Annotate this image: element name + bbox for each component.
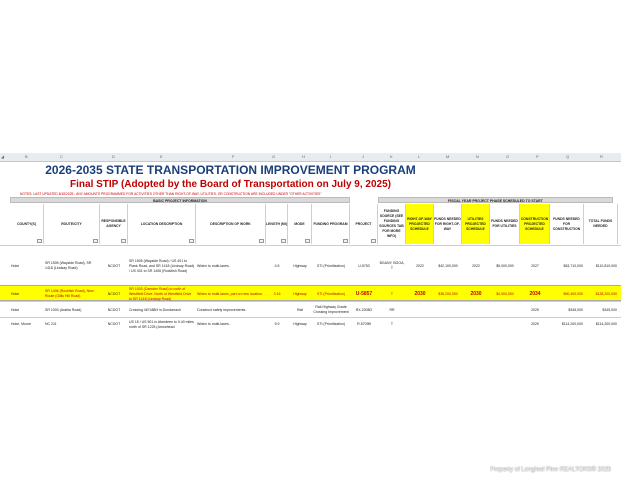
cell-total-funds[interactable]: $114,200,000: [595, 322, 617, 326]
column-letter[interactable]: P: [536, 154, 539, 159]
header-county[interactable]: COUNTY(S): [10, 204, 44, 244]
cell-funding-source[interactable]: BGANY, BGOA, T: [379, 261, 405, 270]
table-row[interactable]: [0, 301, 621, 317]
cell-work[interactable]: Construct safety improvements.: [197, 307, 247, 312]
sheet-title: 2026-2035 STATE TRANSPORTATION IMPROVEMENT PROGRAM: [45, 163, 416, 177]
cell-row-funds[interactable]: $42,100,000: [438, 263, 458, 268]
cell-mode[interactable]: Highway: [293, 322, 307, 326]
cell-program[interactable]: STI (Prioritization): [316, 291, 345, 296]
cell-work[interactable]: Widen to multi-lanes.: [197, 322, 230, 326]
filter-button[interactable]: [343, 239, 348, 243]
cell-work[interactable]: Widen to multi-lanes, part on new location.: [197, 291, 263, 296]
header-program[interactable]: FUNDING PROGRAM: [312, 204, 350, 244]
column-letter[interactable]: D: [112, 154, 115, 159]
cell-row-schedule[interactable]: 2030: [414, 290, 426, 297]
cell-agency[interactable]: NCDOT: [107, 322, 121, 326]
filter-button[interactable]: [259, 239, 264, 243]
cell-project[interactable]: U-5753: [358, 263, 370, 268]
cell-row-funds[interactable]: [434, 302, 462, 318]
cell-route[interactable]: SR 1406 (Rockfish Road), New Route (Gillis Hill Road): [45, 289, 94, 298]
header-construction-funds[interactable]: FUNDS NEEDED FOR CONSTRUCTION: [550, 204, 584, 244]
table-row[interactable]: [0, 245, 621, 285]
filter-button[interactable]: [121, 239, 126, 243]
cell-project[interactable]: U-5857: [355, 290, 373, 297]
section-fiscal-year: FISCAL YEAR PROJECT PHASE SCHEDULED TO START: [378, 197, 613, 203]
column-letter[interactable]: E: [160, 154, 163, 159]
cell-project[interactable]: R-5709B: [357, 322, 371, 326]
cell-funding-source[interactable]: RR: [389, 307, 395, 312]
cell-row-schedule[interactable]: [406, 302, 434, 318]
cell-total-funds[interactable]: $128,200,000: [595, 291, 617, 296]
header-agency[interactable]: RESPONSIBLE AGENCY: [100, 204, 128, 244]
cell-mode[interactable]: Highway: [293, 263, 307, 268]
cell-utilities-schedule[interactable]: 2030: [470, 290, 482, 297]
cell-utilities-schedule[interactable]: 2022: [472, 263, 480, 268]
cell-length[interactable]: 5.9: [274, 322, 280, 326]
header-mode[interactable]: MODE: [288, 204, 312, 244]
header-route[interactable]: ROUTE/CITY: [44, 204, 100, 244]
filter-button[interactable]: [371, 239, 376, 243]
filter-button[interactable]: [37, 239, 42, 243]
select-all-corner[interactable]: ◢: [1, 154, 5, 159]
table-row-highlighted[interactable]: [0, 285, 621, 301]
cell-program[interactable]: STI (Prioritization): [316, 263, 345, 268]
cell-construction-schedule[interactable]: 2027: [531, 263, 539, 268]
section-basic-info: BASIC PROJECT INFORMATION: [10, 197, 350, 203]
cell-utilities-funds[interactable]: $4,900,000: [496, 291, 514, 296]
cell-location[interactable]: SR 1505 (Wayside Road) / US 401 to Plank Road, and SR 1418 (Lindsay Road) / US 401 to SR 1406 (Rockfish Road): [129, 258, 195, 273]
cell-construction-funds[interactable]: $114,200,000: [561, 322, 583, 326]
cell-total-funds[interactable]: $345,000: [602, 307, 617, 312]
cell-construction-funds[interactable]: $90,400,000: [563, 291, 583, 296]
table-header-row: [0, 204, 621, 244]
cell-county[interactable]: Hoke: [11, 307, 20, 312]
sheet-subtitle: Final STIP (Adopted by the Board of Transportation on July 9, 2025): [70, 179, 391, 190]
header-row-schedule[interactable]: RIGHT-OF-WAY PROJECTED SCHEDULE: [406, 204, 434, 244]
cell-length[interactable]: 4.5: [274, 263, 280, 268]
cell-project[interactable]: RX-2008O: [355, 307, 373, 312]
column-header-bar: [0, 153, 621, 162]
cell-construction-schedule[interactable]: 2029: [531, 322, 539, 326]
column-letter[interactable]: R: [600, 154, 603, 159]
cell-county[interactable]: Hoke: [11, 263, 20, 268]
cell-county[interactable]: Hoke, Moore: [11, 322, 32, 326]
column-letter[interactable]: I: [330, 154, 332, 159]
column-letter[interactable]: Q: [566, 154, 570, 159]
cell-length[interactable]: [266, 302, 288, 318]
column-letter[interactable]: F: [232, 154, 235, 159]
filter-button[interactable]: [305, 239, 310, 243]
table-row[interactable]: [0, 317, 621, 330]
column-letter[interactable]: O: [506, 154, 510, 159]
cell-program[interactable]: STI (Prioritization): [316, 322, 345, 326]
cell-construction-funds[interactable]: $345,000: [568, 307, 583, 312]
header-work[interactable]: DESCRIPTION OF WORK: [196, 204, 266, 244]
cell-agency[interactable]: NCDOT: [107, 263, 121, 268]
cell-utilities-schedule[interactable]: [462, 302, 490, 318]
header-utilities-schedule[interactable]: UTILITIES PROJECTED SCHEDULE: [462, 204, 490, 244]
spreadsheet: [0, 153, 621, 330]
cell-county[interactable]: Hoke: [11, 291, 20, 296]
cell-agency[interactable]: NCDOT: [107, 291, 121, 296]
cell-funding-source[interactable]: T: [390, 322, 394, 326]
cell-work[interactable]: Widen to multi-lanes.: [197, 263, 230, 268]
filter-button[interactable]: [93, 239, 98, 243]
header-location[interactable]: LOCATION DESCRIPTION: [128, 204, 196, 244]
cell-agency[interactable]: NCDOT: [107, 307, 121, 312]
watermark: Property of Longleaf Pine REALTORS® 2025: [490, 467, 611, 473]
header-length[interactable]: LENGTH (MI): [266, 204, 288, 244]
cell-route[interactable]: SR 1003 (Arabia Road): [45, 307, 82, 312]
cell-route[interactable]: SR 1505 (Wayside Road), SR 1418 (Lindsay Road): [45, 261, 92, 270]
cell-construction-schedule[interactable]: 2034: [529, 290, 541, 297]
column-letter[interactable]: B: [25, 154, 28, 159]
header-project[interactable]: PROJECT: [350, 204, 378, 244]
filter-button[interactable]: [189, 239, 194, 243]
column-letter[interactable]: L: [418, 154, 421, 159]
header-funding-source[interactable]: FUNDING SOURCE (SEE FUNDING SOURCES TAB FOR MORE INFO): [378, 204, 406, 244]
cell-length[interactable]: 3.16: [273, 291, 281, 296]
column-letter[interactable]: H: [302, 154, 305, 159]
cell-location[interactable]: US 15 / US 501 in Aberdeen to 0.40 miles north of SR 1225 (Arrowhead: [129, 319, 194, 329]
column-letter[interactable]: N: [476, 154, 479, 159]
cell-mode[interactable]: Highway: [293, 291, 307, 296]
cell-funding-source[interactable]: T: [390, 291, 394, 296]
cell-mode[interactable]: Rail: [296, 307, 304, 312]
header-row-funds[interactable]: FUNDS NEEDED FOR RIGHT-OF-WAY: [434, 204, 462, 244]
column-letter[interactable]: C: [60, 154, 63, 159]
column-letter[interactable]: M: [446, 154, 450, 159]
cell-construction-funds[interactable]: $63,710,000: [563, 263, 583, 268]
cell-construction-schedule[interactable]: 2025: [531, 307, 539, 312]
header-utilities-funds[interactable]: FUNDS NEEDED FOR UTILITIES: [490, 204, 520, 244]
cell-location[interactable]: Crossing 467488H in Dundarrach: [129, 307, 181, 312]
cell-row-schedule[interactable]: 2022: [416, 263, 424, 268]
update-note: NOTES: LAST UPDATED 8/18/2025 - ANY AMOUNTS PROGRAMMED FOR ACTIVITIES OTHER THAN RIGHT-OF-WAY, UTILITIES, OR CONSTRUCTION ARE INCLUDED UNDER "OTHER ACTIVITIES": [20, 192, 322, 196]
column-letter[interactable]: G: [272, 154, 276, 159]
cell-location[interactable]: SR 1003 (Camden Road) to north of Westfield Drive. North of Westfield Drive to SR 1418 (Lindsay Road): [129, 286, 192, 301]
column-letter[interactable]: J: [362, 154, 364, 159]
header-total-funds[interactable]: TOTAL FUNDS NEEDED: [584, 204, 618, 244]
cell-total-funds[interactable]: $110,810,000: [595, 263, 617, 268]
cell-utilities-funds[interactable]: [490, 302, 520, 318]
cell-program[interactable]: Rail-Highway Grade Crossing Improvement: [313, 305, 349, 314]
cell-utilities-funds[interactable]: $5,000,000: [496, 263, 514, 268]
header-construction-schedule[interactable]: CONSTRUCTION PROJECTED SCHEDULE: [520, 204, 550, 244]
filter-button[interactable]: [281, 239, 286, 243]
column-letter[interactable]: K: [390, 154, 393, 159]
cell-route[interactable]: NC 211: [45, 322, 57, 326]
cell-row-funds[interactable]: $38,200,000: [438, 291, 458, 296]
